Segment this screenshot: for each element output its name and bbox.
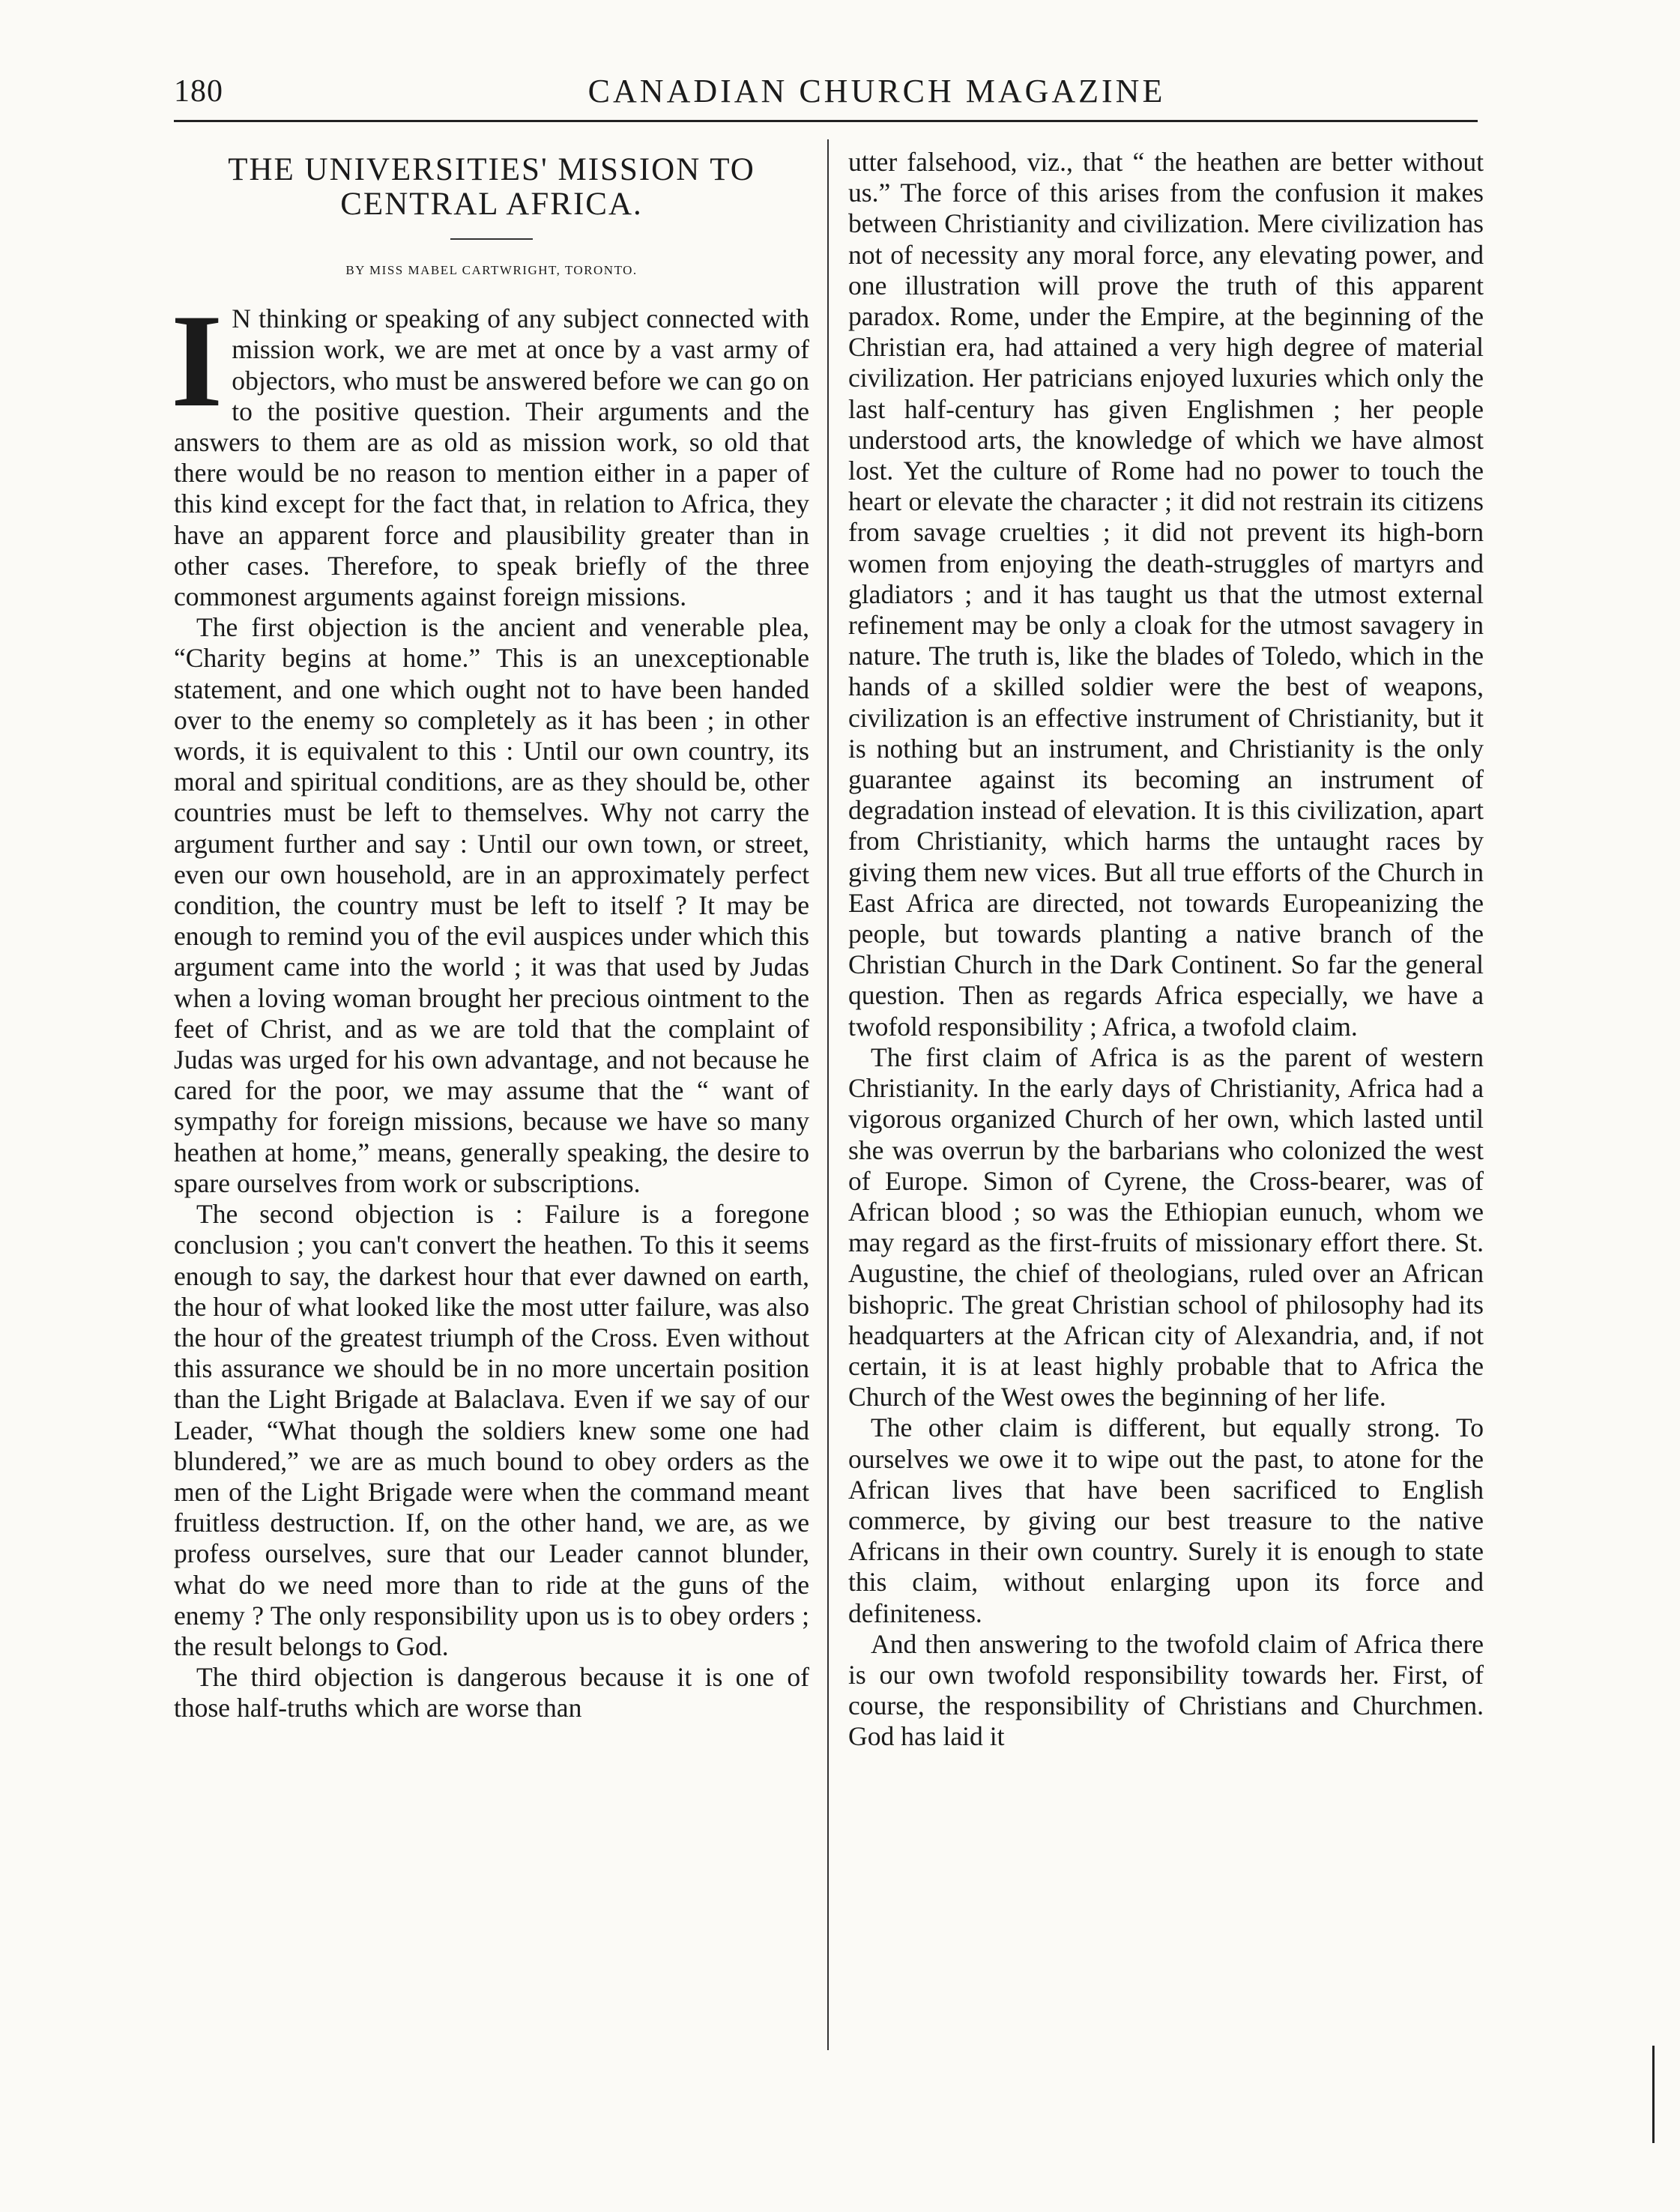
- article-title: THE UNIVERSITIES' MISSION TO CENTRAL AFRICA.: [228, 152, 755, 222]
- paragraph-6: The first claim of Africa is as the parent of western Christianity. In the early days of Christianity, Africa had a vigorous organized Church of her own, which lasted until she was overrun by the barbarians who colonized the west of Europe. Simon of Cyrene, the Cross-bearer, was of African blood ; so was the Ethiopian eunuch, whom we may regard as the first-fruits of missionary effort there. St. Augustine, the chief of theologians, ruled over an African bishopric. The great Christian school of philosophy had its headquarters at the African city of Alexandria, and, if not certain, it is at least highly probable that to Africa the Church of the West owes the beginning of her life.: [848, 1042, 1484, 1412]
- paragraph-1: [171, 286, 809, 612]
- paragraph-1-text: N thinking or speaking of any subject connected with mission work, we are met at once by a vast army of objectors, who must be answered before we can go on to the positive question. Their arguments and the answers to them are as old as mission work, so old that there would be no reason to mention either in a paper of this kind except for the fact that, in relation to Africa, they have an apparent force and plausibility greater than in other cases. Therefore, to speak briefly of the three commonest arguments against foreign missions.: [174, 303, 809, 612]
- page-number: 180: [174, 74, 223, 109]
- right-column: [848, 147, 1484, 1753]
- column-divider: [827, 139, 829, 2050]
- paragraph-3: The second objection is : Failure is a foregone conclusion ; you can't convert the heathen. To this it seems enough to say, the darkest hour that ever dawned on earth, the hour of what looked like the most utter failure, was also the hour of the greatest triumph of the Cross. Even without this assurance we should be in no more uncertain position than the Light Brigade at Balaclava. Even if we say of our Leader, “What though the soldiers knew some one had blundered,” we are as much bound to obey orders as the men of the Light Brigade were when the command meant fruitless destruction. If, on the other hand, we are, as we profess ourselves, sure that our Leader cannot blunder, what do we need more than to ride at the guns of the enemy ? The only responsibility upon us is to obey orders ; the result belongs to God.: [174, 1199, 809, 1661]
- byline: BY MISS MABEL CARTWRIGHT, TORONTO.: [345, 263, 638, 277]
- scan-edge-mark: [1652, 2046, 1655, 2143]
- paragraph-8: And then answering to the twofold claim of Africa there is our own twofold responsibility towards her. First, of course, the responsibility of Christians and Churchmen. God has laid it: [848, 1628, 1484, 1752]
- paragraph-7: The other claim is different, but equally strong. To ourselves we owe it to wipe out the past, to atone for the African lives that have been sacrificed to English commerce, by giving our best treasure to the native Africans in their own country. Surely it is enough to state this claim, without enlarging upon its force and definiteness.: [848, 1412, 1484, 1628]
- header-rule: [174, 120, 1478, 122]
- drop-cap: I: [171, 286, 223, 435]
- paragraph-2: The first objection is the ancient and venerable plea, “Charity begins at home.” This is an unexceptionable statement, and one which ought not to have been handed over to the enemy so completely as it has been ; in other words, it is equivalent to this : Until our own country, its moral and spiritual conditions, are as they should be, other countries must be left to themselves. Why not carry the argument further and say : Until our own town, or street, even our own household, are in an approximately perfect condition, the country must be left to itself ? It may be enough to remind you of the evil auspices under which this argument came into the world ; it was that used by Judas when a loving woman brought her precious ointment to the feet of Christ, and as we are told that the complaint of Judas was urged for his own advantage, and not because he cared for the poor, we may assume that the “ want of sympathy for foreign missions, because we have so many heathen at home,” means, generally speaking, the desire to spare ourselves from work or subscriptions.: [174, 612, 809, 1198]
- left-column: [171, 147, 809, 1724]
- running-head: CANADIAN CHURCH MAGAZINE: [587, 73, 1166, 109]
- title-rule: [450, 238, 533, 240]
- paragraph-5: utter falsehood, viz., that “ the heathen are better without us.” The force of this arises from the confusion it makes between Christianity and civilization. Mere civilization has not of necessity any moral force, any elevating power, and one illustration will prove the truth of this apparent paradox. Rome, under the Empire, at the beginning of the Christian era, had attained a very high degree of material civilization. Her patricians enjoyed luxuries which only the last half-century has given Englishmen ; her people understood arts, the knowledge of which we have almost lost. Yet the culture of Rome had no power to touch the heart or elevate the character ; it did not restrain its citizens from savage cruelties ; it did not prevent its high-born women from enjoying the death-struggles of martyrs and gladiators ; and it has taught us that the utmost external refinement may be only a cloak for the utmost savagery in nature. The truth is, like the blades of Toledo, which in the hands of a skilled soldier were the best of weapons, civilization is an effective instrument of Christianity, but it is nothing but an instrument, and Christianity is the only guarantee against its becoming an instrument of degradation instead of elevation. It is this civilization, apart from Christianity, which harms the untaught races by giving them new vices. But all true efforts of the Church in East Africa are directed, not towards Europeanizing the people, but towards planting a native branch of the Christian Church in the Dark Continent. So far the general question. Then as regards Africa especially, we have a twofold responsibility ; Africa, a twofold claim.: [848, 147, 1484, 1042]
- paragraph-4: The third objection is dangerous because it is one of those half-truths which are worse than: [174, 1662, 809, 1723]
